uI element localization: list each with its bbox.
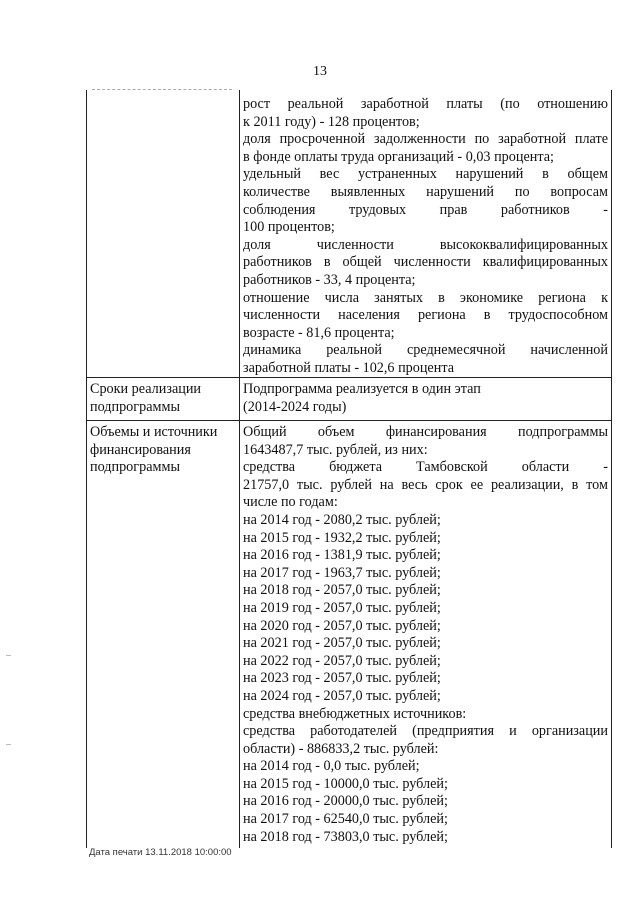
cell-text-line: 1643487,7 тыс. рублей, из них: — [243, 441, 428, 458]
cell-text-line: на 2020 год - 2057,0 тыс. рублей; — [243, 617, 441, 634]
cell-text-line: числе по годам: — [243, 494, 338, 511]
cell-text-line: Общий объем финансирования подпрограммы — [243, 424, 608, 440]
table-border-left — [86, 90, 87, 848]
row-label-line: Объемы и источники — [90, 424, 218, 440]
row-financing-value — [243, 424, 608, 846]
passport-table — [86, 90, 612, 848]
cell-text-line: рост реальной заработной платы (по отношению — [243, 96, 608, 112]
cell-text-line: на 2016 год - 1381,9 тыс. рублей; — [243, 547, 441, 564]
cell-text-line: на 2018 год - 73803,0 тыс. рублей; — [243, 828, 448, 845]
table-column-divider — [239, 90, 240, 848]
cell-text-line: на 2014 год - 2080,2 тыс. рублей; — [243, 511, 441, 528]
cell-text-line: заработной платы - 102,6 процента — [243, 359, 454, 376]
cell-text-line: (2014-2024 годы) — [243, 398, 347, 415]
row-indicators-values — [243, 96, 608, 378]
page-number: 13 — [313, 64, 327, 79]
margin-mark — [6, 655, 11, 656]
cell-text-line: 21757,0 тыс. рублей на весь срок ее реализации, в том — [243, 476, 608, 493]
row-label-line: финансирования — [90, 441, 191, 458]
cell-text-line: средства работодателей (предприятия и организации — [243, 723, 608, 740]
cell-text-line: к 2011 году) - 128 процентов; — [243, 113, 420, 130]
cell-text-line: на 2016 год - 20000,0 тыс. рублей; — [243, 793, 448, 810]
row-period-label — [90, 381, 238, 416]
print-date: Дата печати 13.11.2018 10:00:00 — [89, 847, 232, 858]
cell-text-line: на 2017 год - 62540,0 тыс. рублей; — [243, 811, 448, 828]
row-label-line: подпрограммы — [90, 398, 180, 415]
cell-text-line: на 2023 год - 2057,0 тыс. рублей; — [243, 670, 441, 687]
row-divider — [86, 420, 612, 421]
cell-text-line: соблюдения трудовых прав работников - — [243, 201, 608, 218]
row-label-line: Сроки реализации — [90, 381, 202, 397]
cell-text-line: возрасте - 81,6 процента; — [243, 324, 395, 341]
cell-text-line: доля просроченной задолженности по заработной плате — [243, 131, 608, 148]
cell-text-line: количестве выявленных нарушений по вопросам — [243, 183, 608, 200]
cell-text-line: на 2015 год - 1932,2 тыс. рублей; — [243, 529, 441, 546]
table-border-right — [611, 90, 612, 848]
cell-text-line: 100 процентов; — [243, 219, 335, 236]
cell-text-line: Подпрограмма реализуется в один этап — [243, 381, 481, 397]
cell-text-line: на 2015 год - 10000,0 тыс. рублей; — [243, 775, 448, 792]
cell-text-line: на 2017 год - 1963,7 тыс. рублей; — [243, 564, 441, 581]
cell-text-line: отношение числа занятых в экономике региона к — [243, 289, 608, 306]
cell-text-line: на 2014 год - 0,0 тыс. рублей; — [243, 758, 420, 775]
cell-text-line: численности населения региона в трудоспособном — [243, 307, 608, 324]
row-period-value — [243, 381, 608, 416]
cell-text-line: средства бюджета Тамбовской области - — [243, 459, 608, 476]
row-financing-label — [90, 424, 238, 477]
cell-text-line: на 2024 год - 2057,0 тыс. рублей; — [243, 687, 441, 704]
cell-text-line: в фонде оплаты труда организаций - 0,03 процента; — [243, 148, 554, 165]
cell-text-line: удельный вес устраненных нарушений в общем — [243, 166, 608, 183]
cell-text-line: работников в общей численности квалифицированных — [243, 254, 608, 271]
cell-text-line: доля численности высококвалифицированных — [243, 236, 608, 253]
cell-text-line: на 2018 год - 2057,0 тыс. рублей; — [243, 582, 441, 599]
row-label-line: подпрограммы — [90, 459, 180, 476]
cell-text-line: области) - 886833,2 тыс. рублей: — [243, 740, 439, 757]
cell-text-line: работников - 33, 4 процента; — [243, 271, 416, 288]
cell-text-line: на 2019 год - 2057,0 тыс. рублей; — [243, 599, 441, 616]
cell-text-line: на 2021 год - 2057,0 тыс. рублей; — [243, 635, 441, 652]
margin-mark — [6, 744, 11, 745]
cell-text-line: средства внебюджетных источников: — [243, 705, 467, 722]
cell-text-line: динамика реальной среднемесячной начисленной — [243, 342, 608, 359]
cell-text-line: на 2022 год - 2057,0 тыс. рублей; — [243, 652, 441, 669]
